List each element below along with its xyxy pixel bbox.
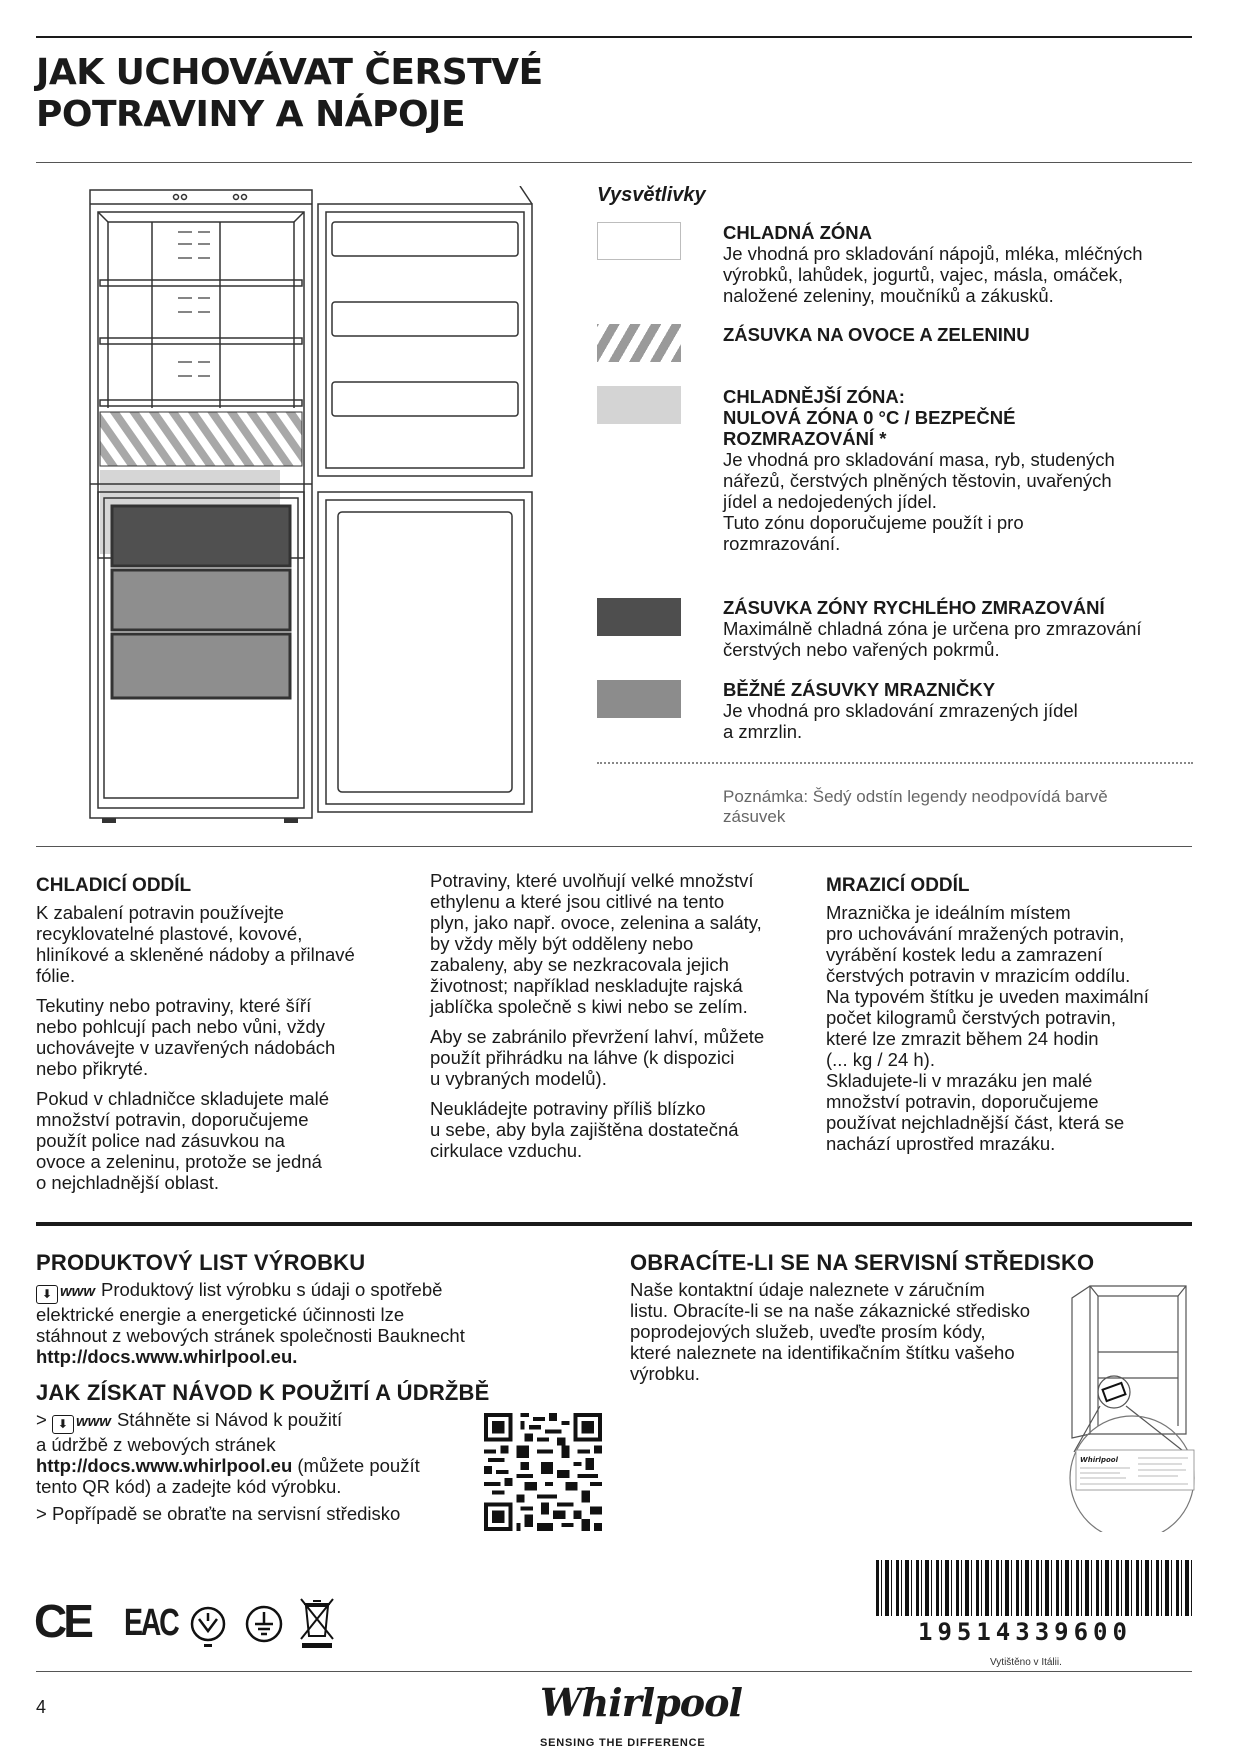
whirlpool-logo: Whirlpool [540,1680,742,1725]
brand-tagline: SENSING THE DIFFERENCE [540,1737,706,1749]
legend-swatch-freezer-drawers [597,680,681,718]
paragraph: K zabalení potravin používejte recyklovatelné plastové, kovové, hliníkové a skleněné nádoby a přilnavé fólie. [36,902,355,986]
legend-item-freezer-drawers: BĚŽNÉ ZÁSUVKY MRAZNIČKY Je vhodná pro skladování zmrazených jídel a zmrzlin. [723,679,1078,742]
middle-column [430,870,790,1170]
barcode [876,1560,1192,1616]
fridge-shelf [100,280,302,286]
freezer-door [318,492,532,812]
freezer-drawer [112,570,290,630]
eac-mark: EAC [124,1602,178,1644]
legend-note: Poznámka: Šedý odstín legendy neodpovídá barvě zásuvek [723,787,1108,826]
freezer-section-heading: MRAZICÍ ODDÍL [826,875,970,896]
legend-swatch-fruit-drawer [597,324,681,362]
title-rule [36,162,1192,163]
footer-rule [36,1671,1192,1672]
qr-code[interactable] [484,1413,602,1531]
product-sheet-heading: PRODUKTOVÝ LIST VÝROBKU [36,1250,366,1275]
fruit-vegetable-drawer [100,412,302,466]
page-title: JAK UCHOVÁVAT ČERSTVÉ POTRAVINY A NÁPOJE [36,52,543,135]
legend-heading: Vysvětlivky [597,184,706,206]
paragraph: Tekutiny nebo potraviny, které šíří nebo pohlcují pach nebo vůni, vždy uchovávejte v uzavřených nádobách nebo přikryté. [36,995,336,1079]
legend-swatch-colder-zone [597,386,681,424]
paragraph: Aby se zabránilo převržení lahví, můžete použít přihrádku na láhve (k dispozici u vybraných modelů). [430,1026,765,1089]
legend-swatch-cold-zone [597,222,681,260]
service-heading: OBRACÍTE-LI SE NA SERVISNÍ STŘEDISKO [630,1250,1095,1275]
paragraph: Potraviny, které uvolňují velké množství ethylenu a které jsou citlivé na tento plyn, jako např. ovoce, zelenina a saláty, by vždy měly být odděleny nebo zabaleny, aby se nezkracovala jejich životnost; například neskladujte rajská jablíčka společně s kiwi nebo se zelím. [430,870,762,1017]
product-sheet-link[interactable]: http://docs.www.whirlpool.eu. [36,1346,298,1367]
service-text: Naše kontaktní údaje naleznete v záručním listu. Obracíte-li se na naše zákaznické středisko poprodejových služeb, uveďte prosím kódy, které naleznete na identifikačním štítku vašeho výrobku. [630,1279,1030,1384]
legend-item-fast-freeze: ZÁSUVKA ZÓNY RYCHLÉHO ZMRAZOVÁNÍ Maximálně chladná zóna je určena pro zmrazování čerstvých nebo vařených pokrmů. [723,597,1142,660]
door-bin [332,302,518,336]
section-rule [36,846,1192,847]
paragraph: Neukládejte potraviny příliš blízko u sebe, aby byla zajištěna dostatečná cirkulace vzduchu. [430,1098,739,1161]
legend-item-cold-zone: CHLADNÁ ZÓNA Je vhodná pro skladování nápojů, mléka, mléčných výrobků, lahůdek, jogurtů, vajec, másla, omáček, naložené zeleniny, moučníků a zákusků. [723,222,1143,306]
product-sheet-text: ⬇ www Produktový list výrobku s údaji o spotřebě elektrické energie a energetické účinnosti lze stáhnout z webových stránek společnosti Bauknecht http://docs.www.whirlpool.eu. [36,1279,536,1367]
printed-in: Vytištěno v Itálii. [990,1657,1062,1668]
fridge-section [36,875,396,1202]
freezer-drawer [112,634,290,698]
certification-mark-icon [188,1604,228,1650]
door-bin [332,382,518,416]
top-rule [36,36,1192,38]
download-icon: ⬇ [52,1415,74,1434]
fridge-shelf [100,400,302,406]
manual-link[interactable]: http://docs.www.whirlpool.eu [36,1455,293,1476]
fast-freeze-drawer [112,506,290,566]
fridge-door [318,204,532,476]
manual-text: > ⬇ www Stáhněte si Návod k použití a údržbě z webových stránek http://docs.www.whirlpool.eu (můžete použít tento QR kód) a zadejte kód výrobku. > Popřípadě se obraťte na servisní středisko [36,1409,420,1524]
paragraph: Pokud v chladničce skladujete malé množství potravin, doporučujeme použít police nad zásuvkou na ovoce a zeleninu, protože se jedná o nejchladnější oblast. [36,1088,330,1193]
download-icon: ⬇ [36,1285,58,1304]
ground-symbol-icon [244,1604,284,1644]
page-number: 4 [36,1697,47,1717]
legend-divider [597,762,1193,764]
fridge-shelf [100,338,302,344]
fridge-diagram [88,186,558,826]
barcode-number: 19514339600 [918,1618,1132,1646]
rating-label-illustration [1060,1282,1200,1532]
legend-swatch-fast-freeze [597,598,681,636]
weee-bin-icon [298,1596,336,1650]
door-bin [332,222,518,256]
fridge-section-heading: CHLADICÍ ODDÍL [36,875,192,896]
thick-rule [36,1222,1192,1226]
rating-label-brand: Whirlpool [1080,1456,1118,1464]
ce-mark: CE [34,1595,90,1647]
legend-item-fruit-drawer: ZÁSUVKA NA OVOCE A ZELENINU [723,324,1030,345]
manual-heading: JAK ZÍSKAT NÁVOD K POUŽITÍ A ÚDRŽBĚ [36,1380,490,1405]
freezer-section: MRAZICÍ ODDÍL Mraznička je ideálním místem pro uchovávání mražených potravin, vyrábění kostek ledu a zamrazení čerstvých potravin v mrazicím oddílu. Na typovém štítku je uveden maximální počet kilogramů čerstvých potravin, které lze zmrazit během 24 hodin (... kg / 24 h). Skladujete-li v mrazáku jen malé množství potravin, doporučujeme používat nejchladnější část, která se nachází uprostřed mrazáku. [826,875,1186,1154]
legend-item-colder-zone: CHLADNĚJŠÍ ZÓNA: NULOVÁ ZÓNA 0 °C / BEZPEČNÉ ROZMRAZOVÁNÍ * Je vhodná pro skladování masa, ryb, studených nářezů, čerstvých plněných těstovin, uvařených jídel a nedojedených jídel. Tuto zónu doporučujeme použít i pro rozmrazování. [723,386,1115,554]
